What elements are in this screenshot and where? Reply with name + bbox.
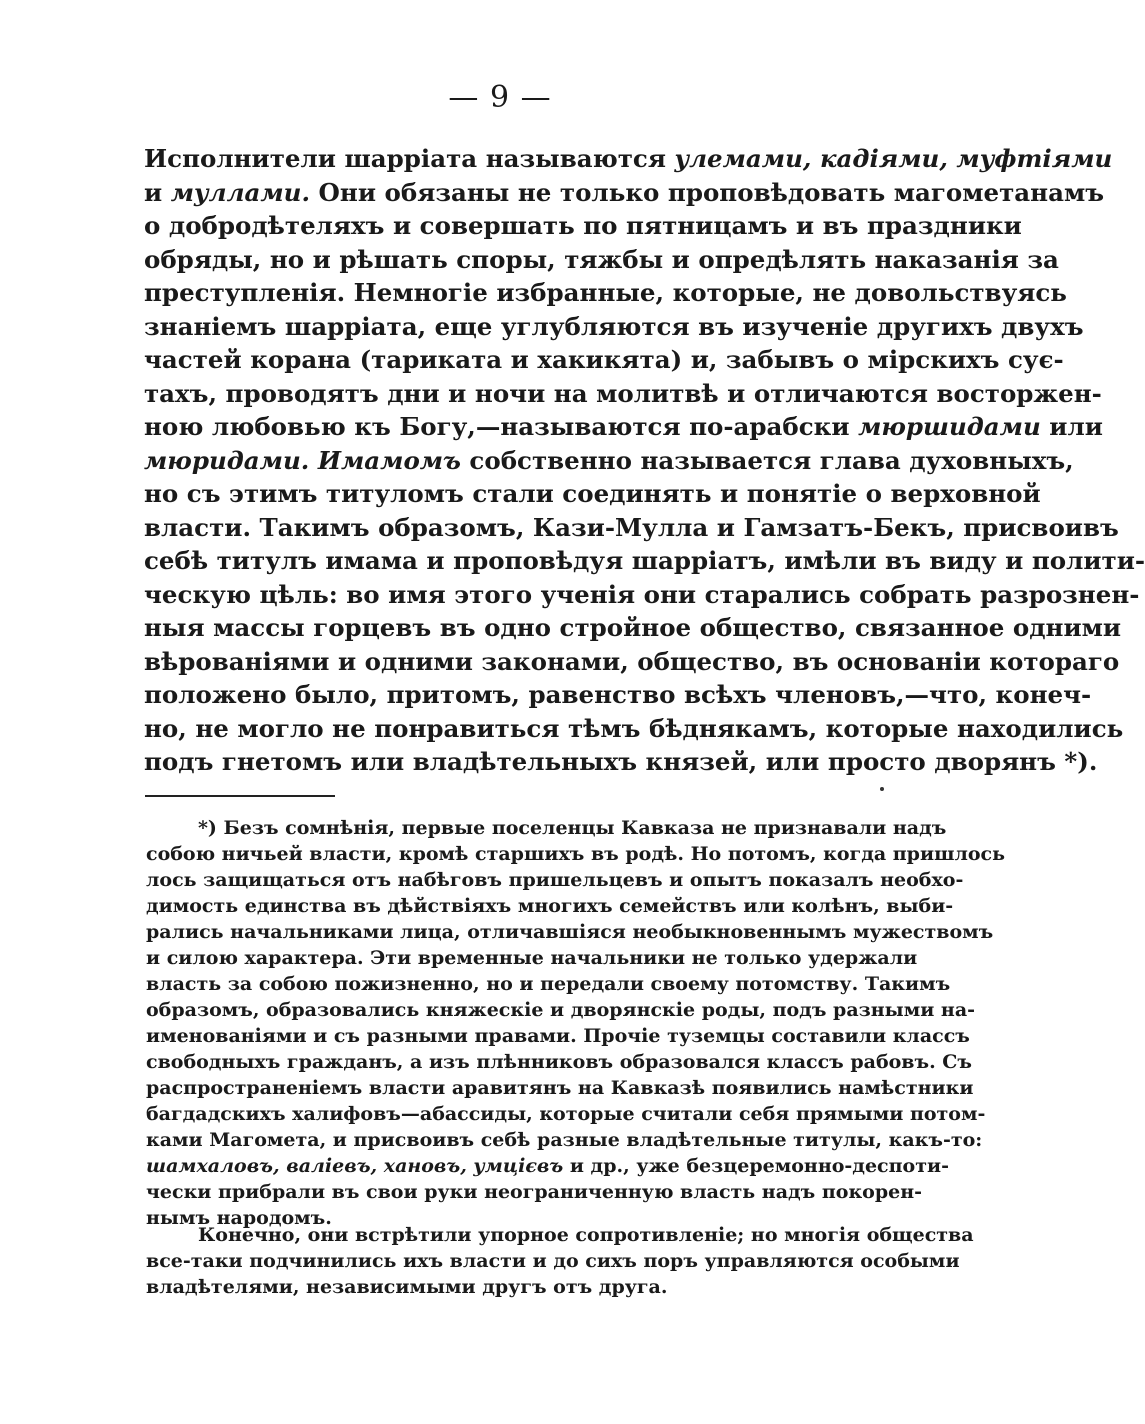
text-run: тахъ, проводятъ дни и ночи на молитвѣ и отличаются восторжен- bbox=[144, 378, 1102, 408]
text-run: и др., уже безцеремонно-деспоти- bbox=[563, 1155, 949, 1177]
main-paragraph bbox=[144, 142, 1145, 779]
text-run: ками Магомета, и присвоивъ себѣ разные владѣтельные титулы, какъ-то: bbox=[146, 1129, 983, 1151]
text-run: вѣрованіями и одними законами, общество, въ основаніи котораго bbox=[144, 646, 1120, 676]
text-line bbox=[144, 578, 1140, 612]
text-run: димость единства въ дѣйствіяхъ многихъ семействъ или колѣнъ, выби- bbox=[146, 895, 954, 917]
page-number: — 9 — bbox=[448, 80, 552, 115]
text-line bbox=[146, 971, 951, 997]
text-run: собственно называется глава духовныхъ, bbox=[460, 445, 1074, 475]
text-line bbox=[146, 893, 954, 919]
italic-term: шамхаловъ, валіевъ, хановъ, умцієвъ bbox=[146, 1155, 564, 1177]
text-run: знаніемъ шарріата, еще углубляются въ изученіе другихъ двухъ bbox=[144, 311, 1084, 341]
text-line bbox=[144, 511, 1119, 545]
text-line: Конечно, они встрѣтили упорное сопротивленіе; но многія общества bbox=[198, 1224, 974, 1246]
text-line: владѣтелями, независимыми другъ отъ друга. bbox=[146, 1276, 668, 1298]
text-run: или bbox=[1040, 412, 1103, 441]
text-line bbox=[144, 209, 1022, 243]
text-line: все-таки подчинились ихъ власти и до сихъ поръ управляются особыми bbox=[146, 1250, 960, 1272]
text-line bbox=[146, 841, 1006, 867]
text-run: преступленія. Немногіе избранные, которые, не довольствуясь bbox=[144, 278, 1067, 307]
text-line bbox=[146, 997, 976, 1023]
text-line bbox=[144, 477, 1041, 511]
text-line bbox=[146, 1179, 923, 1205]
text-line bbox=[144, 310, 1084, 344]
text-run: и силою характера. Эти временные начальники не только удержали bbox=[146, 947, 918, 969]
italic-term: мюридами. Имамомъ bbox=[144, 445, 461, 475]
text-line bbox=[146, 1075, 974, 1101]
text-run: подъ гнетомъ или владѣтельныхъ князей, или просто дворянъ *). bbox=[144, 747, 1098, 776]
italic-term: улемами, кадіями, муфтіями bbox=[674, 144, 1113, 173]
text-run: ною любовью къ Богу,—называются по-арабски bbox=[144, 412, 859, 441]
text-line bbox=[144, 142, 1113, 176]
text-line bbox=[144, 444, 1074, 478]
text-line bbox=[146, 815, 947, 841]
text-run: себѣ титулъ имама и проповѣдуя шарріатъ, имѣли въ виду и полити- bbox=[144, 546, 1145, 575]
text-run: положено было, притомъ, равенство всѣхъ членовъ,—что, конеч- bbox=[144, 680, 1092, 709]
text-line bbox=[144, 712, 1124, 746]
text-line bbox=[146, 1127, 983, 1153]
text-line bbox=[146, 867, 964, 893]
text-line bbox=[144, 176, 1105, 210]
text-run: власти. Такимъ образомъ, Кази-Мулла и Гамзатъ-Бекъ, присвоивъ bbox=[144, 512, 1119, 542]
text-run: образомъ, образовались княжескіе и дворянскіе роды, подъ разными на- bbox=[146, 999, 976, 1021]
text-run: *) Безъ сомнѣнія, первые поселенцы Кавказа не признавали надъ bbox=[198, 817, 947, 839]
text-run: но съ этимъ титуломъ стали соединять и понятіе о верховной bbox=[144, 479, 1041, 508]
text-run: но, не могло не понравиться тѣмъ бѣднякамъ, которые находились bbox=[144, 713, 1124, 743]
text-run: о добродѣтеляхъ и совершать по пятницамъ и въ праздники bbox=[144, 211, 1022, 240]
text-run: рались начальниками лица, отличавшіяся необыкновеннымъ мужествомъ bbox=[146, 921, 994, 943]
text-run: распространеніемъ власти аравитянъ на Кавказѣ появились намѣстники bbox=[146, 1077, 974, 1099]
text-run: собою ничьей власти, кромѣ старшихъ въ родѣ. Но потомъ, когда пришлось bbox=[146, 843, 1006, 865]
text-run: ческую цѣль: во имя этого ученія они старались собрать разрознен- bbox=[144, 579, 1140, 609]
text-line bbox=[146, 945, 918, 971]
text-line bbox=[144, 678, 1092, 712]
text-run: чески прибрали въ свои руки неограниченную власть надъ покорен- bbox=[146, 1181, 923, 1203]
text-line bbox=[146, 1049, 972, 1075]
italic-term: мюршидами bbox=[858, 412, 1041, 441]
text-line bbox=[144, 745, 1098, 779]
text-line bbox=[146, 1023, 970, 1049]
text-line bbox=[146, 919, 994, 945]
text-run: частей корана (тариката и хакикята) и, забывъ о мірскихъ сує- bbox=[144, 345, 1064, 374]
text-line bbox=[146, 1101, 986, 1127]
text-run: именованіями и съ разными правами. Прочіе туземцы составили классъ bbox=[146, 1025, 970, 1047]
italic-term: муллами. bbox=[170, 177, 311, 207]
text-line bbox=[144, 645, 1120, 679]
text-run: нымъ народомъ. bbox=[146, 1207, 332, 1229]
text-run: свободныхъ гражданъ, а изъ плѣнниковъ образовался классъ рабовъ. Съ bbox=[146, 1051, 972, 1073]
text-line bbox=[146, 1153, 949, 1179]
text-run: обряды, но и рѣшать споры, тяжбы и опредѣлять наказанія за bbox=[144, 244, 1059, 274]
footnote bbox=[146, 815, 1006, 1231]
text-run: и bbox=[144, 177, 171, 207]
text-line bbox=[144, 243, 1059, 277]
text-line bbox=[144, 343, 1064, 377]
text-line bbox=[144, 377, 1102, 411]
footnote-separator bbox=[145, 795, 335, 797]
text-run: багдадскихъ халифовъ—абассиды, которые считали себя прямыми потом- bbox=[146, 1103, 986, 1125]
text-line bbox=[144, 544, 1145, 578]
text-line bbox=[144, 410, 1103, 444]
text-line bbox=[144, 276, 1067, 310]
print-speck bbox=[880, 787, 884, 791]
text-run: власть за собою пожизненно, но и передали своему потомству. Такимъ bbox=[146, 973, 951, 995]
text-run: Исполнители шарріата называются bbox=[144, 144, 675, 173]
text-line bbox=[144, 611, 1122, 645]
text-run: Они обязаны не только проповѣдовать магометанамъ bbox=[310, 177, 1105, 207]
footnote-second-paragraph bbox=[146, 1222, 974, 1300]
text-run: ныя массы горцевъ въ одно стройное общество, связанное одними bbox=[144, 613, 1122, 642]
text-run: лось защищаться отъ набѣговъ пришельцевъ и опытъ показалъ необхо- bbox=[146, 869, 964, 891]
